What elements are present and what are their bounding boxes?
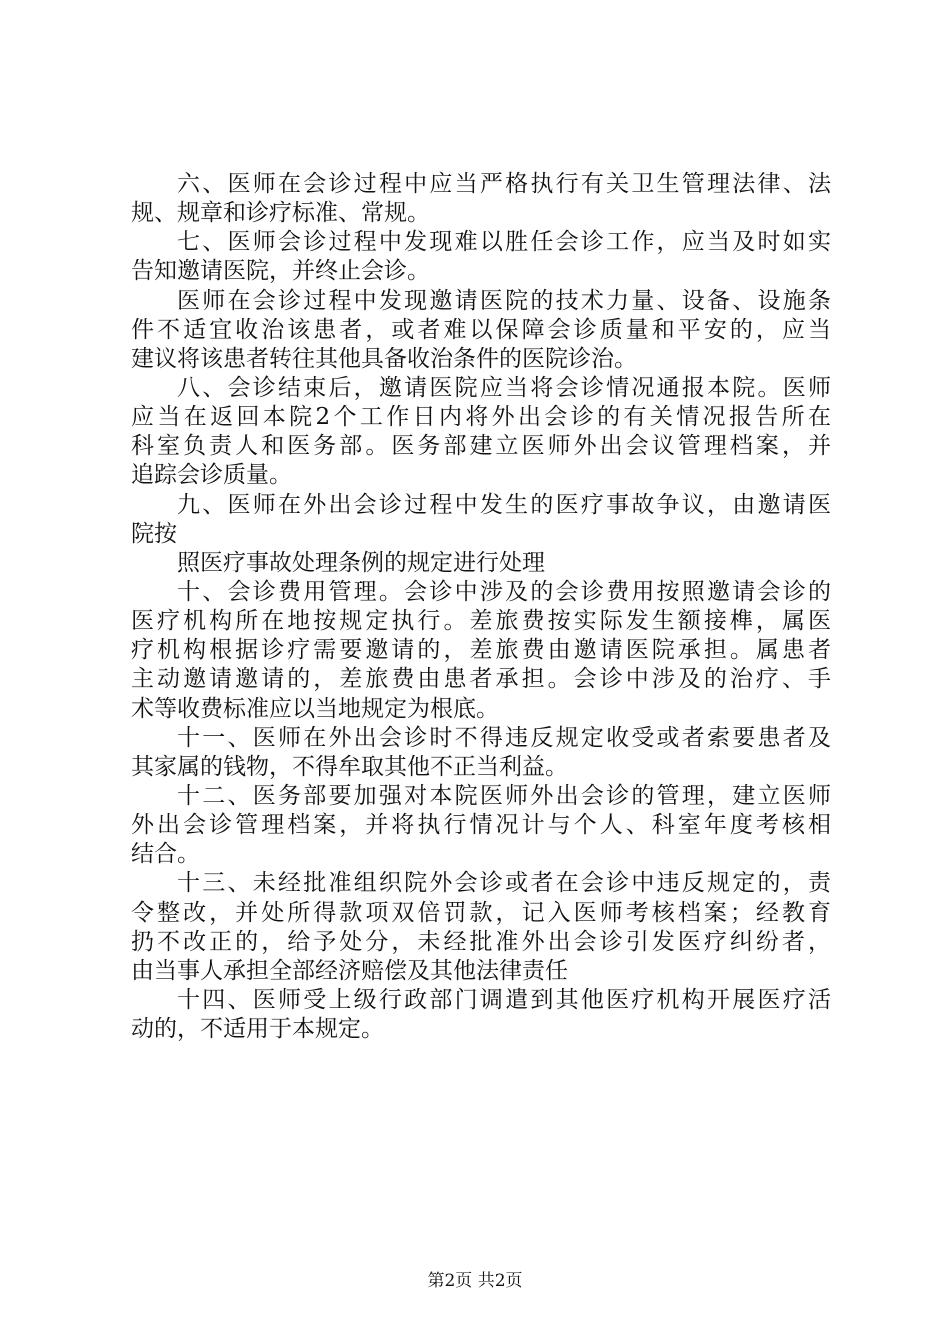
- text-line: 应当在返回本院2个工作日内将外出会诊的有关情况报告所在: [131, 404, 831, 431]
- paragraph: [131, 287, 831, 374]
- paragraph: [131, 170, 831, 228]
- text-line: 其家属的钱物，不得牟取其他不正当利益。: [131, 753, 568, 780]
- text-line: 疗机构根据诊疗需要邀请的，差旅费由邀请医院承担。属患者: [131, 637, 831, 664]
- text-line: 术等收费标准应以当地规定为根底。: [131, 695, 499, 722]
- text-line: 九、医师在外出会诊过程中发生的医疗事故争议，由邀请医: [177, 491, 831, 518]
- paragraph: [131, 491, 831, 549]
- paragraph: [131, 228, 831, 286]
- text-line: 医师在会诊过程中发现邀请医院的技术力量、设备、设施条: [177, 287, 831, 314]
- text-line: 十三、未经批准组织院外会诊或者在会诊中违反规定的，责: [177, 870, 831, 897]
- text-line: 照医疗事故处理条例的规定进行处理: [177, 549, 545, 576]
- text-line: 外出会诊管理档案，并将执行情况计与个人、科室年度考核相: [131, 812, 831, 839]
- text-line: 医疗机构所在地按规定执行。差旅费按实际发生额接榫，属医: [131, 608, 831, 635]
- text-line: 由当事人承担全部经济赔偿及其他法律责任: [131, 957, 568, 984]
- paragraph: [131, 724, 831, 782]
- text-line: 八、会诊结束后，邀请医院应当将会诊情况通报本院。医师: [177, 374, 831, 401]
- text-line: 科室负责人和医务部。医务部建立医师外出会议管理档案，并: [131, 433, 831, 460]
- document-body: [131, 170, 831, 1044]
- text-line: 件不适宜收治该患者，或者难以保障会诊质量和平安的，应当: [131, 316, 831, 343]
- paragraph: [131, 869, 831, 986]
- text-line: 建议将该患者转往其他具备收治条件的医院诊治。: [131, 345, 637, 372]
- text-line: 六、医师在会诊过程中应当严格执行有关卫生管理法律、法: [177, 171, 831, 197]
- paragraph: [131, 986, 831, 1044]
- text-line: 扔不改正的，给予处分，未经批准外出会诊引发医疗纠纷者，: [131, 928, 831, 955]
- text-line: 十二、医务部要加强对本院医师外出会诊的管理，建立医师: [177, 782, 831, 809]
- text-line: 十一、医师在外出会诊时不得违反规定收受或者索要患者及: [177, 724, 831, 751]
- text-line: 十、会诊费用管理。会诊中涉及的会诊费用按照邀请会诊的: [177, 578, 831, 605]
- text-line: 结合。: [131, 841, 200, 868]
- paragraph: [131, 782, 831, 869]
- text-line: 告知邀请医院，并终止会诊。: [131, 258, 430, 285]
- text-line: 主动邀请邀请的，差旅费由患者承担。会诊中涉及的治疗、手: [131, 666, 831, 693]
- text-line: 动的，不适用于本规定。: [131, 1016, 384, 1043]
- paragraph: [131, 374, 831, 491]
- page-number: 第2页 共2页: [427, 1271, 523, 1291]
- text-line: 追踪会诊质量。: [131, 462, 292, 489]
- text-line: 令整改，并处所得款项双倍罚款，记入医师考核档案；经教育: [131, 899, 831, 926]
- text-line: 院按: [131, 520, 177, 547]
- text-line: 规、规章和诊疗标准、常规。: [131, 200, 430, 227]
- text-line: 十四、医师受上级行政部门调遣到其他医疗机构开展医疗活: [177, 986, 831, 1013]
- paragraph: [131, 549, 831, 578]
- text-line: 七、医师会诊过程中发现难以胜任会诊工作，应当及时如实: [177, 229, 831, 256]
- paragraph: [131, 578, 831, 724]
